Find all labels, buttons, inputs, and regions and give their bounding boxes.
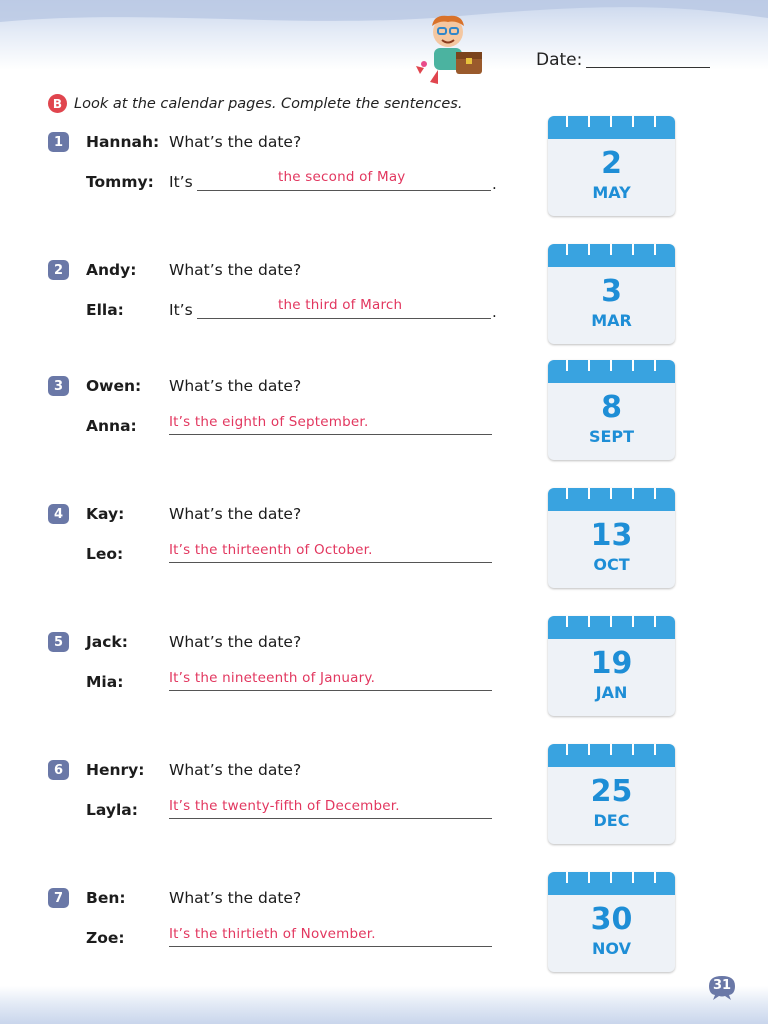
calendar-page: [548, 744, 675, 844]
exercise-item-1: [0, 133, 768, 243]
calendar-month: SEPT: [588, 427, 635, 446]
question-text: What’s the date?: [169, 633, 302, 651]
answer-prefix: It’s: [169, 173, 193, 191]
exercise-item-6: [0, 761, 768, 871]
handwritten-answer: the second of May: [278, 169, 406, 185]
speaker-answer: Leo:: [86, 545, 124, 563]
item-number: 4: [48, 504, 69, 524]
answer-period: .: [492, 175, 497, 193]
header-wave-decoration: [0, 0, 768, 70]
speaker-question: Hannah:: [86, 133, 160, 151]
calendar-day: 30: [590, 902, 633, 937]
calendar-rings: [548, 116, 675, 139]
speaker-question: Owen:: [86, 377, 142, 395]
handwritten-answer: It’s the nineteenth of January.: [169, 670, 376, 686]
calendar-page: [548, 116, 675, 216]
calendar-rings: [548, 616, 675, 639]
calendar-rings: [548, 488, 675, 511]
item-number: 6: [48, 760, 69, 780]
handwritten-answer: the third of March: [278, 297, 403, 313]
handwritten-answer: It’s the twenty-fifth of December.: [169, 798, 400, 814]
speaker-question: Andy:: [86, 261, 137, 279]
handwritten-answer: It’s the eighth of September.: [169, 414, 369, 430]
answer-line[interactable]: [169, 690, 492, 691]
question-text: What’s the date?: [169, 889, 302, 907]
answer-period: .: [492, 303, 497, 321]
exercise-item-2: [0, 261, 768, 371]
question-text: What’s the date?: [169, 133, 302, 151]
item-number: 1: [48, 132, 69, 152]
answer-line[interactable]: [169, 562, 492, 563]
answer-line[interactable]: [197, 318, 491, 319]
speaker-question: Kay:: [86, 505, 125, 523]
calendar-month: NOV: [592, 939, 631, 958]
exercise-item-4: [0, 505, 768, 615]
calendar-page: [548, 360, 675, 460]
calendar-month: MAY: [592, 183, 631, 202]
answer-prefix: It’s: [169, 301, 193, 319]
speaker-answer: Tommy:: [86, 173, 154, 191]
calendar-day: 13: [590, 518, 633, 553]
speaker-question: Jack:: [86, 633, 128, 651]
answer-line[interactable]: [169, 434, 492, 435]
calendar-page: [548, 244, 675, 344]
page-number: 31: [712, 978, 732, 993]
calendar-day: 19: [590, 646, 633, 681]
instruction: [48, 94, 462, 113]
speaker-answer: Zoe:: [86, 929, 125, 947]
handwritten-answer: It’s the thirteenth of October.: [169, 542, 373, 558]
question-text: What’s the date?: [169, 261, 302, 279]
exercise-item-5: [0, 633, 768, 743]
instruction-text: Look at the calendar pages. Complete the sentences.: [74, 95, 463, 112]
date-label: Date:: [536, 50, 583, 70]
speaker-answer: Mia:: [86, 673, 124, 691]
answer-line[interactable]: [197, 190, 491, 191]
calendar-page: [548, 488, 675, 588]
handwritten-answer: It’s the thirtieth of November.: [169, 926, 376, 942]
speaker-question: Ben:: [86, 889, 126, 907]
item-number: 3: [48, 376, 69, 396]
calendar-rings: [548, 744, 675, 767]
question-text: What’s the date?: [169, 505, 302, 523]
speaker-question: Henry:: [86, 761, 145, 779]
calendar-day: 8: [601, 390, 622, 425]
calendar-month: JAN: [595, 683, 628, 702]
speaker-answer: Layla:: [86, 801, 138, 819]
mascot-illustration: [404, 12, 494, 90]
calendar-day: 3: [601, 274, 622, 309]
calendar-page: [548, 872, 675, 972]
exercise-item-7: [0, 889, 768, 999]
calendar-page: [548, 616, 675, 716]
calendar-rings: [548, 872, 675, 895]
item-number: 2: [48, 260, 69, 280]
exercise-item-3: [0, 377, 768, 487]
item-number: 5: [48, 632, 69, 652]
speaker-answer: Ella:: [86, 301, 124, 319]
question-text: What’s the date?: [169, 761, 302, 779]
calendar-rings: [548, 244, 675, 267]
calendar-rings: [548, 360, 675, 383]
date-input-line[interactable]: [586, 67, 710, 68]
calendar-month: MAR: [591, 311, 632, 330]
question-text: What’s the date?: [169, 377, 302, 395]
answer-line[interactable]: [169, 946, 492, 947]
item-number: 7: [48, 888, 69, 908]
instruction-badge: B: [48, 94, 67, 113]
calendar-day: 25: [590, 774, 633, 809]
speaker-answer: Anna:: [86, 417, 137, 435]
answer-line[interactable]: [169, 818, 492, 819]
calendar-month: DEC: [593, 811, 630, 830]
calendar-day: 2: [601, 146, 622, 181]
calendar-month: OCT: [593, 555, 630, 574]
